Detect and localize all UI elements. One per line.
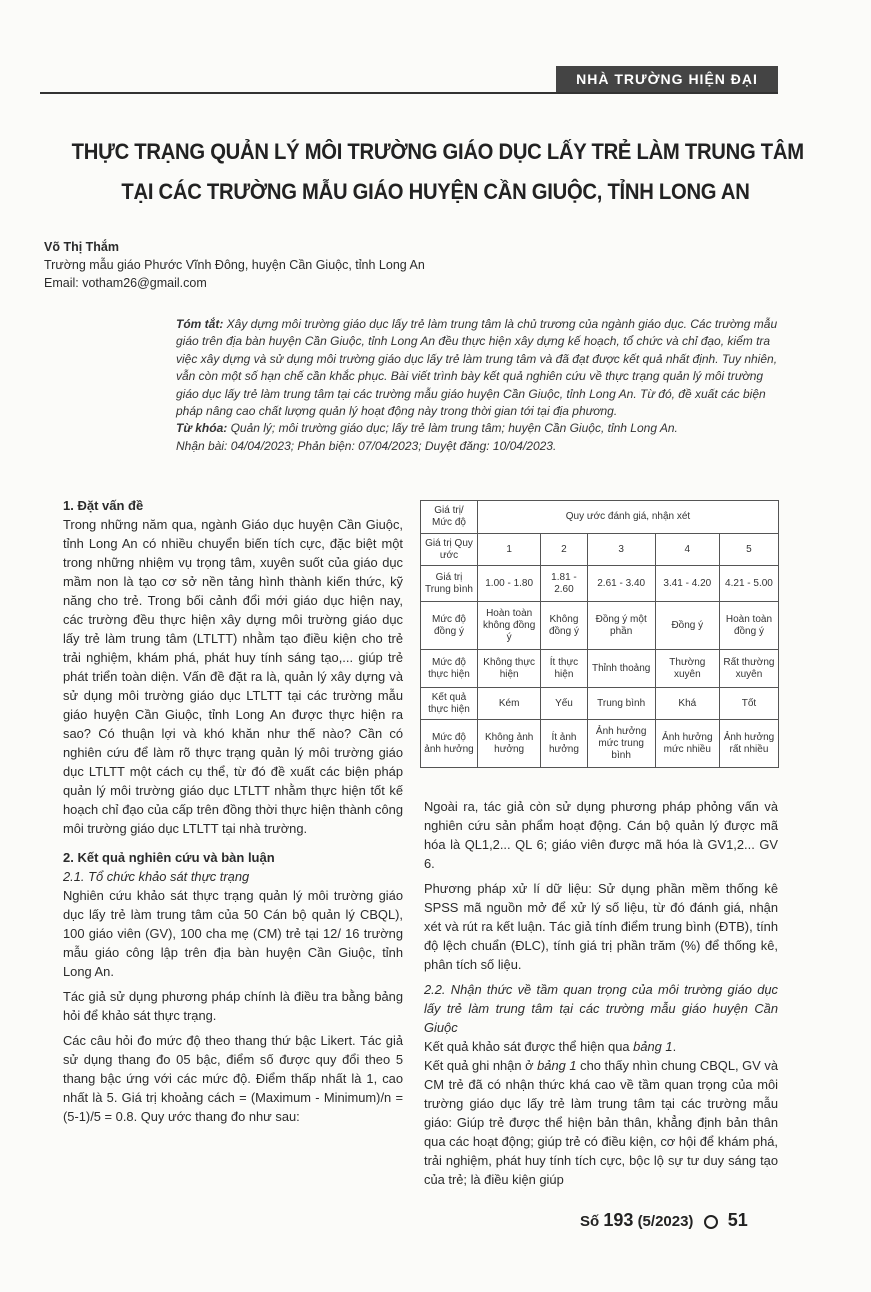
table-cell: 1 — [478, 534, 541, 566]
table-cell: 5 — [719, 534, 778, 566]
table-cell: 4.21 - 5.00 — [719, 566, 778, 602]
table-cell: Hoàn toàn đồng ý — [719, 602, 778, 650]
paragraph: Nghiên cứu khảo sát thực trạng quản lý môi trường giáo dục lấy trẻ làm trung tâm của 50 Cán bộ quản lý CBQL), 100 giáo viên (GV), 100 cha mẹ (CM) trẻ tại 12/ 16 trường mẫu giáo công lập trên địa bàn huyện Cần Giuộc, tỉnh Long An. — [63, 888, 403, 979]
author-affiliation: Trường mẫu giáo Phước Vĩnh Đông, huyện Cần Giuộc, tỉnh Long An — [44, 258, 425, 272]
table-cell: Đồng ý — [655, 602, 719, 650]
right-column — [424, 797, 778, 1189]
paragraph: Trong những năm qua, ngành Giáo dục huyện Cần Giuộc, tỉnh Long An có nhiều chuyển biến tích cực, đặc biệt một trong những nhiệm vụ trọng tâm, xuyên suốt của giáo dục mầm non là tạo cơ sở nền tảng hình thành kiến thức, kỹ năng cho trẻ. Trong bối cảnh đổi mới giáo dục hiện nay, các trường đều thực hiện xây dựng môi trường giáo dục lấy trẻ làm trung tâm (LTLTT) nhằm tạo điều kiện cho trẻ trải nghiệm, khám phá, phát huy tính sáng tạo,... giúp trẻ phát triển toàn diện. Vấn đề đặt ra là, quản lý xây dựng và sử dụng môi trường giáo dục LTLTT tại các trường mẫu giáo huyện Cần Giuộc, tỉnh Long An được thực hiện ra sao? Có thuận lợi và khó khăn như thế nào? Cần có nghiên cứu để làm rõ thực trạng quản lý môi trường giáo dục LTLTT một cách cụ thể, từ đó đề xuất các biện pháp quản lý môi trường giáo dục LTLTT nhằm thực hiện tốt kế hoạch chỉ đạo của cấp trên đồng thời thực hiện thành công môi trường giáo dục LTLTT tại nhà trường. — [63, 517, 403, 836]
bullet-circle-icon — [704, 1215, 718, 1229]
table-cell: Kém — [478, 688, 541, 720]
author-block — [44, 238, 425, 292]
table-cell: Mức độ ảnh hưởng — [421, 720, 478, 768]
page-footer — [580, 1210, 748, 1231]
subheading-survey: 2.1. Tổ chức khảo sát thực trạng — [63, 869, 250, 884]
table-cell: Tốt — [719, 688, 778, 720]
issue-number: 193 — [603, 1210, 634, 1230]
article-title — [71, 132, 804, 212]
table-row — [421, 720, 779, 768]
table-row — [421, 534, 779, 566]
text-span: cho thấy nhìn chung CBQL, GV và CM trẻ đã có nhận thức khá cao về tầm quan trọng của môi trường giáo dục lấy trẻ làm trung tâm tại các trường mẫu giáo: Giúp trẻ được thể hiện bản thân, khẳng định bản thân qua các hoạt động; giúp trẻ có điều kiện, cơ hội để khám phá, trải nghiệm, phát huy tính tích cực, bộc lộ sự tư duy sáng tạo của trẻ; là điều kiện giúp — [424, 1058, 778, 1187]
paragraph: Ngoài ra, tác giả còn sử dụng phương pháp phỏng vấn và nghiên cứu sản phẩm hoạt động. Cán bộ quản lý được mã hóa là QL1,2... QL 6; giáo viên được mã hóa là GV1,2... GV 6. — [424, 799, 778, 871]
heading-intro: 1. Đặt vấn đề — [63, 498, 144, 513]
title-line-2: TẠI CÁC TRƯỜNG MẪU GIÁO HUYỆN CẦN GIUỘC, TỈNH LONG AN — [121, 179, 750, 204]
table-cell: 3.41 - 4.20 — [655, 566, 719, 602]
table-cell: 1.81 - 2.60 — [541, 566, 587, 602]
text-span: . — [672, 1039, 677, 1054]
table-cell: Giá trị Trung bình — [421, 566, 478, 602]
text-span: Kết quả khảo sát được thể hiện qua — [424, 1039, 634, 1054]
paragraph: Phương pháp xử lí dữ liệu: Sử dụng phần mềm thống kê SPSS mã nguồn mở để xử lý số liệu, từ đó đánh giá, nhận xét và rút ra kết luận. Tác giả tính điểm trung bình (ĐTB), tính độ lệch chuẩn (ĐLC), tính giá trị phần trăm (%) để thống kê, phân tích số liệu. — [424, 881, 778, 972]
table-cell: Trung bình — [587, 688, 655, 720]
issue-prefix: Số — [580, 1213, 600, 1230]
paragraph: Tác giả sử dụng phương pháp chính là điều tra bằng bảng hỏi để khảo sát thực trạng. — [63, 989, 403, 1023]
left-column — [63, 496, 403, 1126]
table-cell: Mức độ thực hiện — [421, 650, 478, 688]
keywords-label: Từ khóa: — [176, 421, 228, 436]
table-header-row — [421, 501, 779, 534]
keywords-text: Quản lý; môi trường giáo dục; lấy trẻ làm trung tâm; huyện Cần Giuộc, tỉnh Long An. — [230, 421, 678, 436]
text-span: Kết quả ghi nhận ở — [424, 1058, 538, 1073]
table-cell: Đồng ý một phần — [587, 602, 655, 650]
table-cell: 4 — [655, 534, 719, 566]
article-dates: Nhận bài: 04/04/2023; Phản biện: 07/04/2023; Duyệt đăng: 10/04/2023. — [176, 438, 557, 453]
keywords — [176, 420, 782, 437]
paragraph: Các câu hỏi đo mức độ theo thang thứ bậc Likert. Tác giả sử dụng thang đo 05 bậc, điểm số được quy đổi theo 5 thang bậc ứng với các mức độ. Điểm thấp nhất là 1, cao nhất là 5. Giá trị khoảng cách = (Maximum - Minimum)/n = (5-1)/5 = 0.8. Quy ước thang đo như sau: — [63, 1033, 403, 1124]
table-cell: Không ảnh hưởng — [478, 720, 541, 768]
table-cell: Mức độ đồng ý — [421, 602, 478, 650]
author-email[interactable]: Email: votham26@gmail.com — [44, 276, 207, 290]
table-cell: Yếu — [541, 688, 587, 720]
table-ref: bảng 1 — [537, 1058, 577, 1073]
likert-scale-table — [420, 500, 779, 768]
abstract-text: Xây dựng môi trường giáo dục lấy trẻ làm trung tâm là chủ trương của ngành giáo dục. Các trường mẫu giáo trên địa bàn huyện Cần Giuộc, tỉnh Long An đều thực hiện xây dựng kế hoạch, tổ chức và chỉ đạo, kiểm tra việc xây dựng và sử dụng môi trường giáo dục lấy trẻ làm trung tâm và đã đạt được kết quả nhất định. Tuy nhiên, vẫn còn một số hạn chế cần khắc phục. Bài viết trình bày kết quả nghiên cứu về thực trạng quản lý môi trường giáo dục lấy trẻ làm trung tâm tại các trường mẫu giáo huyện Cần Giuộc, tỉnh Long An. Từ đó, đề xuất các biện pháp nâng cao chất lượng quản lý hoạt động này trong thời gian tới tại địa phương. — [176, 317, 778, 419]
table-cell: 1.00 - 1.80 — [478, 566, 541, 602]
table-cell: Ít ảnh hưởng — [541, 720, 587, 768]
table-cell: Thỉnh thoảng — [587, 650, 655, 688]
table-cell: Giá trị Quy ước — [421, 534, 478, 566]
table-cell: Quy ước đánh giá, nhận xét — [478, 501, 779, 534]
paragraph — [424, 1056, 778, 1189]
abstract — [176, 316, 782, 455]
table-cell: Không thực hiện — [478, 650, 541, 688]
table-cell: Thường xuyên — [655, 650, 719, 688]
heading-results: 2. Kết quả nghiên cứu và bàn luận — [63, 850, 275, 865]
issue-date: (5/2023) — [637, 1213, 694, 1230]
abstract-label: Tóm tắt: — [176, 317, 224, 331]
table-cell: Ảnh hưởng rất nhiều — [719, 720, 778, 768]
table-cell: Không đồng ý — [541, 602, 587, 650]
subheading-awareness: 2.2. Nhận thức về tầm quan trọng của môi trường giáo dục lấy trẻ làm trung tâm tại các trường mẫu giáo huyện Cần Giuộc — [424, 982, 778, 1035]
table-row — [421, 650, 779, 688]
table-cell: Hoàn toàn không đồng ý — [478, 602, 541, 650]
paragraph — [424, 1037, 778, 1056]
table-cell: Ảnh hưởng mức trung bình — [587, 720, 655, 768]
table-cell: 3 — [587, 534, 655, 566]
table-row — [421, 688, 779, 720]
table-cell: Ảnh hưởng mức nhiều — [655, 720, 719, 768]
title-line-1: THỰC TRẠNG QUẢN LÝ MÔI TRƯỜNG GIÁO DỤC LẤY TRẺ LÀM TRUNG TÂM — [71, 139, 804, 164]
table-cell: Rất thường xuyên — [719, 650, 778, 688]
table-cell: Ít thực hiện — [541, 650, 587, 688]
table-cell: Kết quả thực hiện — [421, 688, 478, 720]
table-cell: 2.61 - 3.40 — [587, 566, 655, 602]
table-cell: Giá trị/ Mức độ — [421, 501, 478, 534]
abstract-body — [176, 316, 782, 420]
table-ref: bảng 1 — [633, 1039, 673, 1054]
table-cell: 2 — [541, 534, 587, 566]
section-tag: NHÀ TRƯỜNG HIỆN ĐẠI — [556, 66, 778, 92]
table-row — [421, 602, 779, 650]
page-number: 51 — [727, 1210, 748, 1230]
header-rule — [40, 92, 778, 94]
author-name: Võ Thị Thắm — [44, 240, 119, 254]
table-cell: Khá — [655, 688, 719, 720]
table-row — [421, 566, 779, 602]
